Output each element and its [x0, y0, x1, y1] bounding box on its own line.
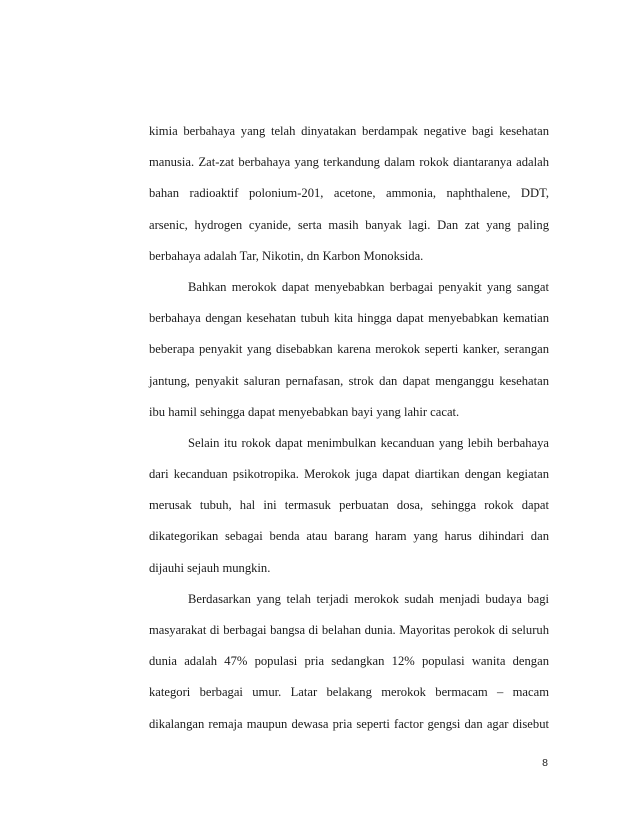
text-line: manusia. Zat-zat berbahaya yang terkandung dalam rokok diantaranya adalah — [149, 155, 549, 170]
text-line: Bahkan merokok dapat menyebabkan berbagai penyakit yang sangat — [188, 279, 549, 294]
text-line: merusak tubuh, hal ini termasuk perbuatan dosa, sehingga rokok dapat — [149, 498, 549, 513]
text-line: Selain itu rokok dapat menimbulkan kecanduan yang lebih berbahaya — [188, 435, 549, 450]
page-number: 8 — [542, 757, 548, 769]
text-line: arsenic, hydrogen cyanide, serta masih banyak lagi. Dan zat yang paling — [149, 217, 549, 232]
text-line: jantung, penyakit saluran pernafasan, strok dan dapat menganggu kesehatan — [149, 373, 549, 388]
text-line: dunia adalah 47% populasi pria sedangkan 12% populasi wanita dengan — [149, 654, 549, 669]
text-line: Berdasarkan yang telah terjadi merokok sudah menjadi budaya bagi — [188, 591, 549, 606]
paragraph-1 — [149, 116, 549, 272]
text-line: beberapa penyakit yang disebabkan karena merokok seperti kanker, serangan — [149, 342, 549, 357]
text-line: dikalangan remaja maupun dewasa pria seperti factor gengsi dan agar disebut — [149, 716, 549, 731]
text-line: kimia berbahaya yang telah dinyatakan berdampak negative bagi kesehatan — [149, 124, 549, 138]
text-line: berbahaya adalah Tar, Nikotin, dn Karbon Monoksida. — [149, 248, 424, 263]
text-line: berbahaya dengan kesehatan tubuh kita hingga dapat menyebabkan kematian — [149, 311, 549, 326]
text-line: dijauhi sejauh mungkin. — [149, 560, 271, 575]
body-text — [149, 116, 549, 740]
text-line: kategori berbagai umur. Latar belakang merokok bermacam – macam — [149, 685, 549, 700]
text-line: dari kecanduan psikotropika. Merokok juga dapat diartikan dengan kegiatan — [149, 467, 549, 482]
text-line: masyarakat di berbagai bangsa di belahan dunia. Mayoritas perokok di seluruh — [149, 623, 549, 637]
paragraph-2 — [149, 272, 549, 428]
paragraph-3 — [149, 428, 549, 584]
text-line: ibu hamil sehingga dapat menyebabkan bayi yang lahir cacat. — [149, 404, 460, 419]
text-line: dikategorikan sebagai benda atau barang haram yang harus dihindari dan — [149, 529, 549, 544]
paragraph-4 — [149, 584, 549, 740]
text-line: bahan radioaktif polonium-201, acetone, ammonia, naphthalene, DDT, — [149, 186, 549, 201]
